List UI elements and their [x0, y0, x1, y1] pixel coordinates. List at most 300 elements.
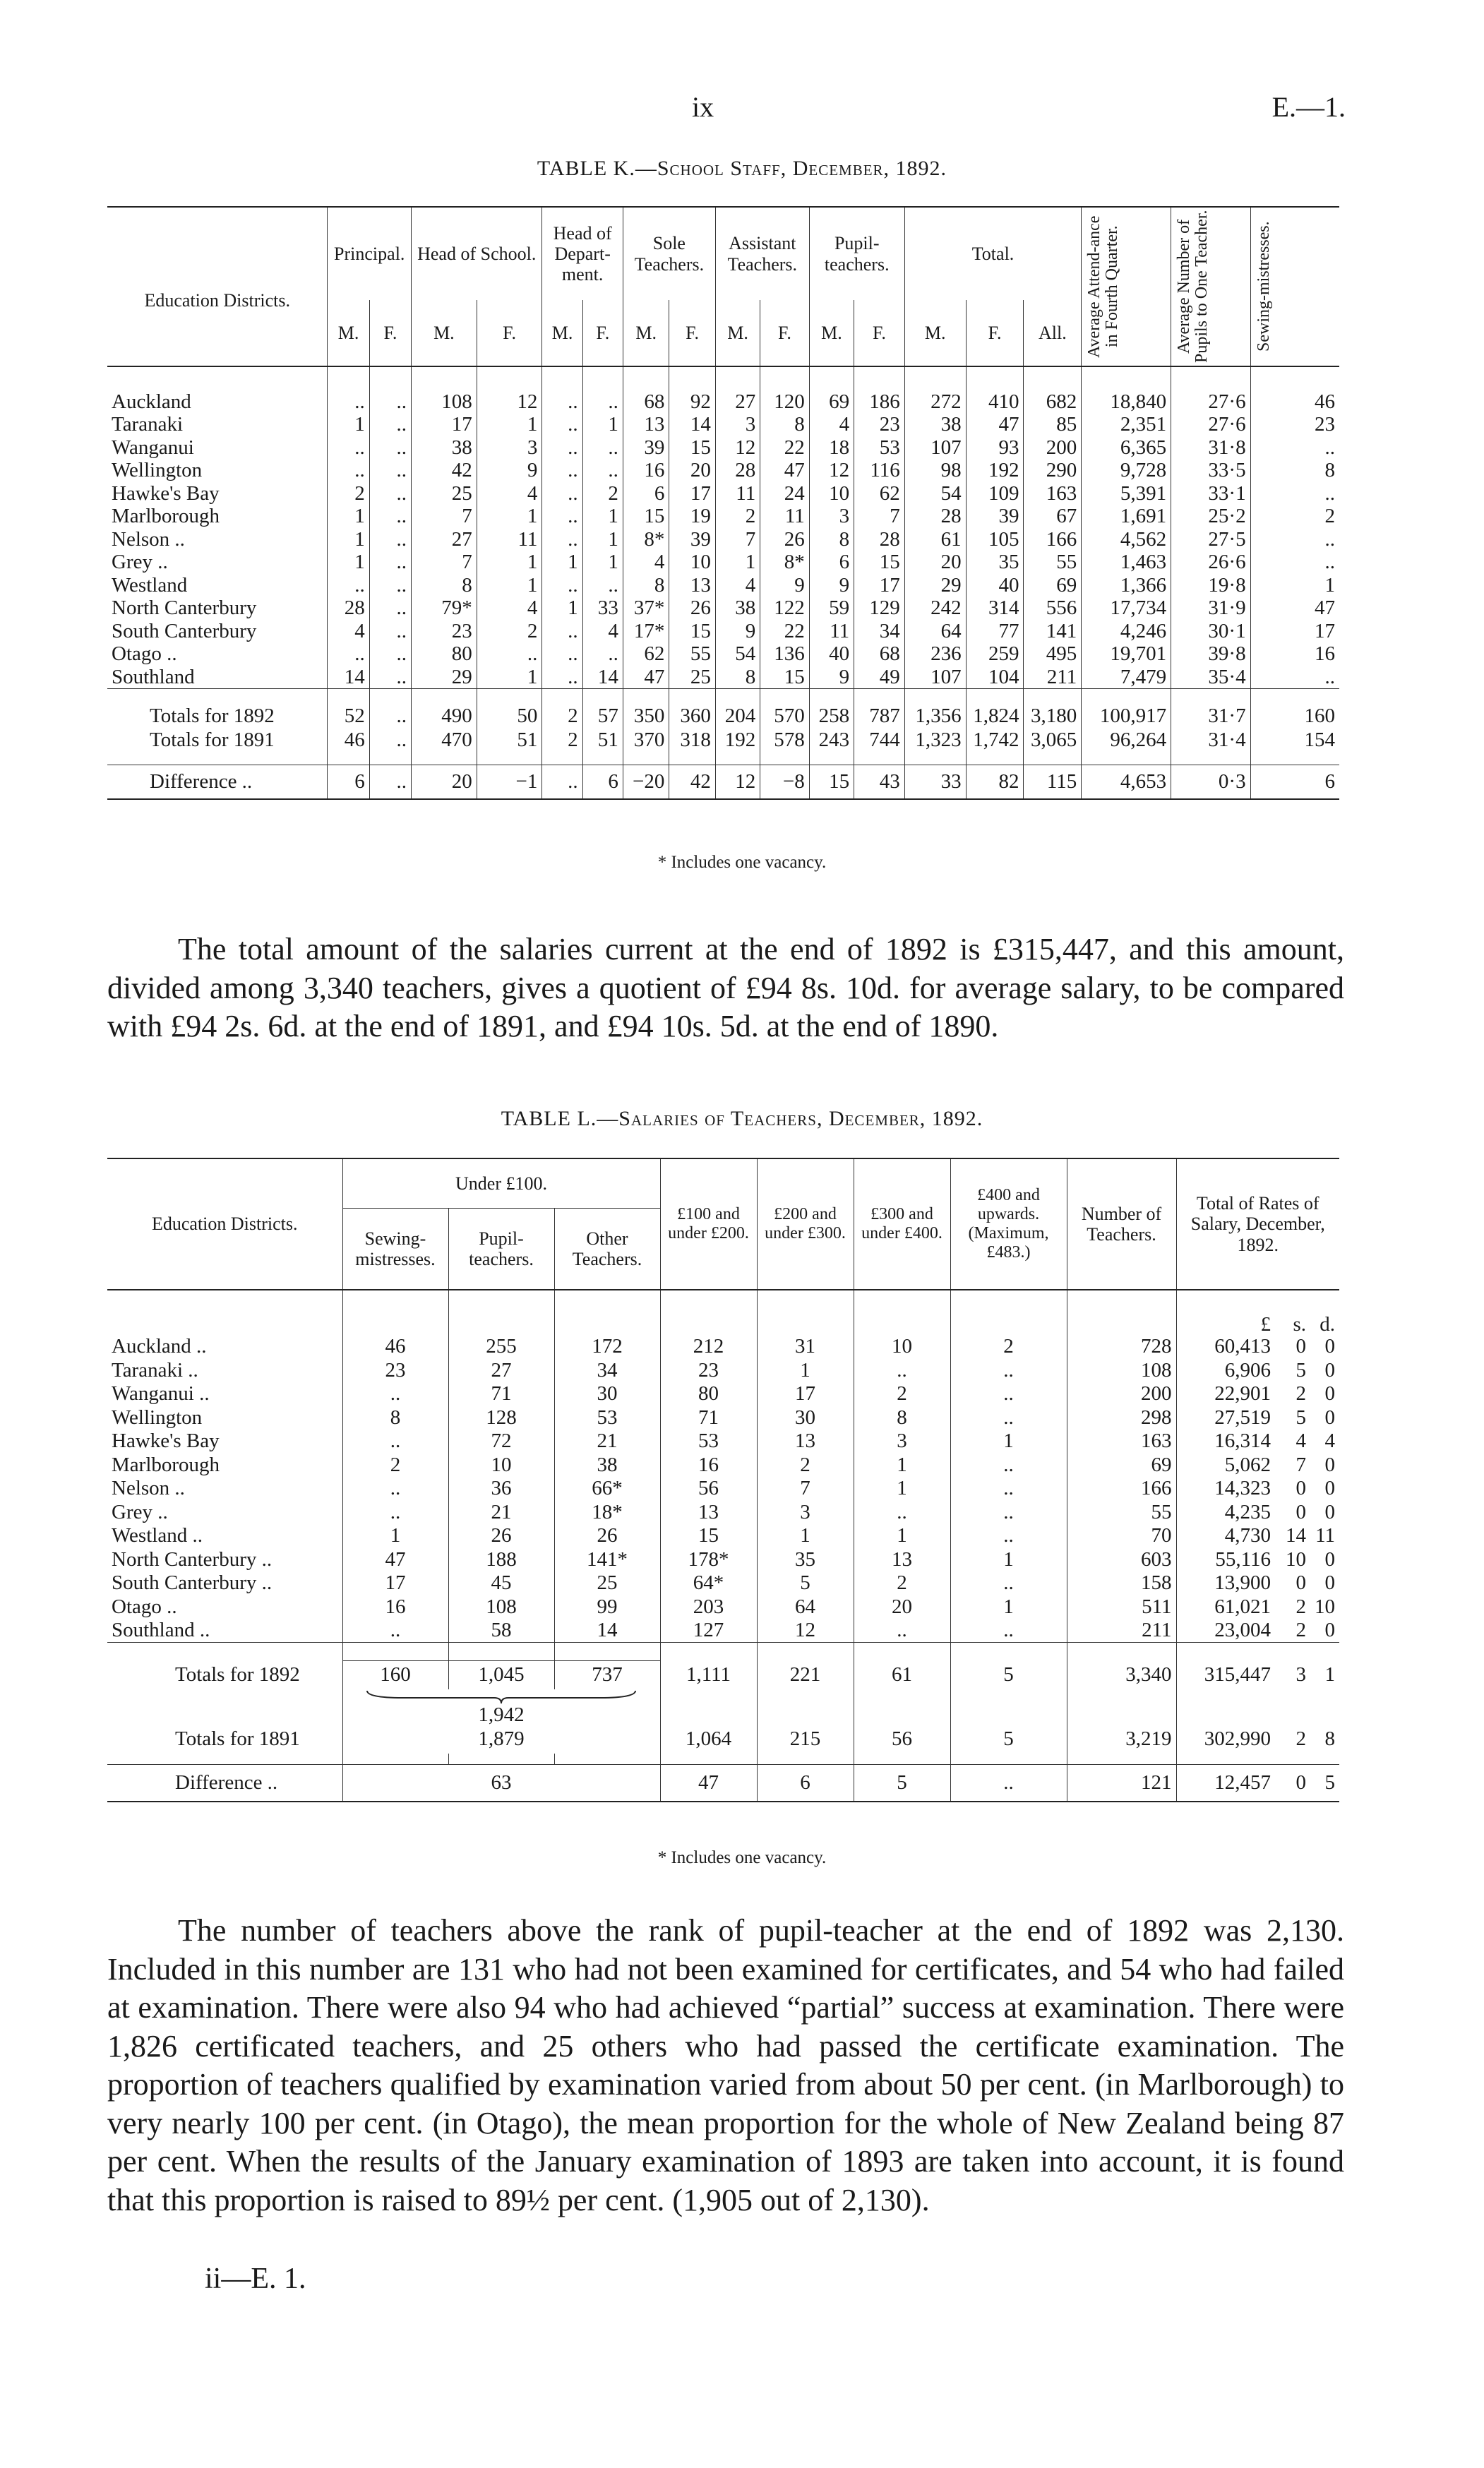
table-k-row-cell: 15: [669, 436, 715, 460]
table-k-row-cell: 68: [623, 390, 669, 414]
table-l-totals-1892-cell: 61: [854, 1661, 950, 1689]
table-k-difference-row-cell: 20: [412, 765, 477, 799]
table-l-row-cell: 128: [448, 1406, 554, 1430]
table-l-row-cell: 2: [1295, 1595, 1306, 1618]
table-k-row-cell: ..: [369, 528, 411, 551]
table-k-totals-row: [107, 729, 1339, 753]
table-k-row-cell: 4: [809, 414, 854, 437]
table-k-row-cell: ..: [1324, 481, 1335, 505]
table-k-row-cell: 19: [669, 505, 715, 529]
table-l-row-cell: 4: [1324, 1430, 1335, 1453]
table-k-spacer: [107, 689, 1339, 705]
table-k-totals-row-cell: ..: [369, 705, 411, 729]
table-k-row-cell: 1: [477, 666, 542, 689]
table-l-row-cell: 16,314: [1214, 1430, 1271, 1453]
table-l-row-cell: 53: [660, 1430, 757, 1454]
table-k-row-cell: ..: [542, 505, 582, 529]
table-l-row-cell: 0: [1295, 1477, 1306, 1500]
table-l-under100-sum-value: 1,942: [478, 1703, 525, 1726]
table-l-row: [107, 1430, 1339, 1454]
table-k-row-cell: 4,246: [1082, 620, 1171, 643]
table-l-totals-1891-cell: 215: [757, 1725, 854, 1754]
table-k-row-cell: 166: [1024, 528, 1082, 551]
table-l-row-cell: 10: [448, 1454, 554, 1478]
table-l-row-cell: 203: [660, 1595, 757, 1619]
table-k-row-cell: 2: [715, 505, 760, 529]
table-k-row-cell: ..: [369, 505, 411, 529]
brace-icon: [360, 1689, 642, 1705]
table-l-row-cell: 0: [1324, 1547, 1335, 1571]
table-k-row-cell: 28: [904, 505, 966, 529]
qualification-paragraph: The number of teachers above the rank of pupil-teacher at the end of 1892 was 2,130. Included in this number are 131 who had not been examined for certificates, and 54 who had failed at examination. There were also 94 who had achieved “partial” success at examination. There were 1,826 certificated teachers, and 25 others who had passed the certificate examination. The proportion of teachers qualified by examination varied from about 50 per cent. (in Marlborough) to very nearly 100 per cent. (in Otago), the mean proportion for the whole of New Zealand being 87 per cent. When the results of the January examination of 1893 are taken into account, it is found that this proportion is raised to 89½ per cent. (1,905 out of 2,130).: [107, 1913, 1344, 2217]
table-l-row-cell: 8: [342, 1406, 448, 1430]
table-k-row-cell: 8: [1324, 459, 1335, 482]
table-k-caption: [0, 157, 1484, 181]
table-k-assistant-header: Assistant Teachers.: [715, 207, 809, 300]
table-k-row-cell: 104: [966, 666, 1024, 689]
table-k-row-cell: 23: [412, 620, 477, 643]
table-k-row-cell: 9: [477, 460, 542, 483]
table-l-100-200-header: £100 and under £200.: [660, 1158, 757, 1290]
table-k-row-cell: 7: [412, 551, 477, 575]
table-l-sewing-header: Sewing-mistresses.: [342, 1208, 448, 1290]
table-l-row-cell: 35: [757, 1548, 854, 1572]
table-k-difference-row-cell: 82: [966, 765, 1024, 799]
table-k-row-cell: 4: [582, 620, 623, 643]
table-k-row-cell: 38: [412, 436, 477, 460]
table-k-row-cell: 33·1: [1171, 482, 1250, 505]
table-k-totals-row-cell: 154: [1304, 729, 1335, 751]
table-l-row-cell: 31: [757, 1335, 854, 1359]
table-k-row-cell: 1: [328, 505, 369, 529]
table-l-row-cell: 108: [448, 1595, 554, 1619]
table-k-row-cell: 33·5: [1171, 460, 1250, 483]
table-k-totals-row-cell: 51: [582, 729, 623, 753]
table-k-row-cell: 16: [1315, 642, 1335, 666]
table-k-row-cell: 15: [669, 620, 715, 643]
table-k-row-cell: ..: [542, 460, 582, 483]
table-l-row-label: Nelson ..: [107, 1477, 342, 1501]
table-k-row-cell: 495: [1024, 643, 1082, 666]
table-l-row-cell: 127: [660, 1619, 757, 1643]
table-k-row-cell: 11: [809, 620, 854, 643]
table-k-row-cell: 53: [854, 436, 905, 460]
table-l-row-cell: 2: [854, 1382, 950, 1406]
table-l-row-cell: 69: [1067, 1454, 1176, 1478]
table-k-row-cell: 37*: [623, 597, 669, 621]
table-l-row-cell: ..: [342, 1430, 448, 1454]
table-k-row-cell: 8: [412, 574, 477, 597]
table-l-spacer: [107, 1754, 1339, 1765]
table-k-difference-row-label: Difference ..: [107, 765, 328, 799]
table-k-row-cell: 38: [904, 414, 966, 437]
table-k-sewing-mistresses-header: Sewing-mistresses.: [1254, 221, 1273, 352]
table-l-row-cell: 2: [342, 1454, 448, 1478]
table-l-row-cell: 5,062: [1224, 1453, 1271, 1476]
table-k-row-cell: 38: [715, 597, 760, 621]
table-k-sub-f-header: F.: [477, 300, 542, 366]
table-l-row-cell: 2: [1295, 1382, 1306, 1406]
table-k-row-cell: 39: [623, 436, 669, 460]
table-k-difference-row-cell: 6: [328, 765, 369, 799]
table-l-difference-cell: 0: [1295, 1771, 1306, 1794]
table-k-row-cell: 1: [477, 574, 542, 597]
table-k-sub-f-header: F.: [369, 300, 411, 366]
table-k-totals-row-cell: 192: [715, 729, 760, 753]
table-l-row-label: Taranaki ..: [107, 1359, 342, 1383]
table-k-row-cell: ..: [369, 390, 411, 414]
table-k-row-cell: 11: [477, 528, 542, 551]
table-l-row-cell: 298: [1067, 1406, 1176, 1430]
table-k-row-cell: 54: [904, 482, 966, 505]
table-l-row-cell: ..: [950, 1619, 1067, 1643]
table-l-row-cell: 0: [1324, 1500, 1335, 1523]
table-l-totals-1892-cell: 221: [757, 1661, 854, 1689]
table-l-row-cell: 72: [448, 1430, 554, 1454]
table-k-row-cell: 29: [904, 574, 966, 597]
table-k-row-cell: 2: [1324, 505, 1335, 528]
table-k-row-cell: 186: [854, 390, 905, 414]
table-k-row-cell: 4: [328, 620, 369, 643]
table-l-row: [107, 1477, 1339, 1501]
table-l-row-cell: 10: [854, 1335, 950, 1359]
table-k-row-cell: ..: [542, 528, 582, 551]
table-l-row-label: North Canterbury ..: [107, 1548, 342, 1572]
table-l-totals-1891-cell: 56: [854, 1725, 950, 1754]
table-l-row-cell: 66*: [554, 1477, 660, 1501]
table-k-totals-row-cell: 1,356: [904, 705, 966, 729]
table-l-row-cell: 5: [1295, 1358, 1306, 1382]
table-k-row-cell: 136: [760, 643, 810, 666]
table-k-principal-header: Principal.: [328, 207, 412, 300]
table-l-row-cell: 2: [757, 1454, 854, 1478]
table-l-row-cell: 5: [757, 1571, 854, 1595]
table-k-row-cell: 1: [582, 528, 623, 551]
table-k-caption-label: TABLE K.—: [537, 157, 657, 180]
table-l-totals-1891-cell: 3,219: [1067, 1725, 1176, 1754]
lsd-pence-label: d.: [1320, 1313, 1335, 1336]
lsd-shilling-label: s.: [1293, 1313, 1306, 1336]
table-k-row-cell: 410: [966, 390, 1024, 414]
table-l-row-cell: 23: [342, 1359, 448, 1383]
table-k-row-cell: 49: [854, 666, 905, 689]
table-l-row: [107, 1595, 1339, 1619]
table-k-row-cell: 14: [328, 666, 369, 689]
table-l-row-cell: 17: [342, 1571, 448, 1595]
table-k-row-cell: 10: [669, 551, 715, 575]
table-l-row-cell: 1: [950, 1595, 1067, 1619]
table-k-row: [107, 436, 1339, 460]
table-k-totals-row-cell: 1,742: [966, 729, 1024, 753]
table-k-row-cell: 47: [760, 460, 810, 483]
table-l-totals-1892-cell: 3: [1295, 1663, 1306, 1686]
table-k-row-cell: 2,351: [1082, 414, 1171, 437]
table-l-row: [107, 1454, 1339, 1478]
table-l-row-label: Westland ..: [107, 1524, 342, 1548]
table-l-totals-1892-cell: 1,111: [660, 1661, 757, 1689]
table-l-totals-1892-cell: 5: [950, 1661, 1067, 1689]
table-k-row-cell: 1: [582, 414, 623, 437]
table-l-row: [107, 1335, 1339, 1359]
table-l-row-cell: 2: [950, 1335, 1067, 1359]
table-l-difference-label: Difference ..: [107, 1765, 342, 1802]
table-l-row-label: Wellington: [107, 1406, 342, 1430]
table-k-row-cell: ..: [582, 574, 623, 597]
table-k-row-cell: 3: [715, 414, 760, 437]
table-k-totals-row-cell: 318: [669, 729, 715, 753]
table-k-row: [107, 390, 1339, 414]
table-k-totals-row-cell: 31·7: [1171, 705, 1250, 729]
table-k-row-label: South Canterbury: [107, 620, 328, 643]
table-l-row-cell: 60,413: [1214, 1335, 1271, 1358]
table-k-row-cell: 105: [966, 528, 1024, 551]
table-k-row-cell: 9,728: [1082, 460, 1171, 483]
table-l-caption-label: TABLE L.—: [501, 1107, 619, 1130]
table-l-difference-cell: 5: [1324, 1771, 1335, 1794]
table-l-400-up-header: £400 and upwards. (Maximum, £483.): [950, 1158, 1067, 1290]
table-l-200-300-header: £200 and under £300.: [757, 1158, 854, 1290]
table-k-row-cell: ..: [369, 643, 411, 666]
table-k-row: [107, 597, 1339, 621]
table-k-row-label: North Canterbury: [107, 597, 328, 621]
table-k-sub-m-header: M.: [623, 300, 669, 366]
table-k-row-cell: 272: [904, 390, 966, 414]
table-k-attendance-header: Average Attend-ance in Fourth Quarter.: [1085, 215, 1122, 358]
table-k-row-cell: 98: [904, 460, 966, 483]
table-k-row-cell: ..: [369, 574, 411, 597]
table-l-row-cell: 1: [950, 1430, 1067, 1454]
table-k-row-cell: 6: [623, 482, 669, 505]
table-k-row-cell: 62: [623, 643, 669, 666]
table-k-row-label: Nelson ..: [107, 528, 328, 551]
table-k-totals-row-cell: 490: [412, 705, 477, 729]
table-k-row-cell: 24: [760, 482, 810, 505]
table-k-row-cell: 4: [623, 551, 669, 575]
table-k-sub-m-header: M.: [715, 300, 760, 366]
table-k-row-cell: 23: [1315, 413, 1335, 436]
table-k-row-cell: 200: [1024, 436, 1082, 460]
table-k-row-cell: 27·6: [1171, 390, 1250, 414]
table-k-row-cell: 15: [760, 666, 810, 689]
table-l-row-cell: 172: [554, 1335, 660, 1359]
table-l-row-cell: 2: [1295, 1619, 1306, 1641]
table-k-row-cell: ..: [542, 414, 582, 437]
table-l-row-cell: ..: [342, 1477, 448, 1501]
table-k-row-cell: 1: [582, 505, 623, 529]
table-k-totals-row-cell: 160: [1304, 705, 1335, 727]
table-k-row: [107, 528, 1339, 551]
table-k-pupil-teachers-header: Pupil-teachers.: [809, 207, 904, 300]
table-k-totals-row-cell: 370: [623, 729, 669, 753]
table-l-row-cell: 188: [448, 1548, 554, 1572]
table-l-row-cell: 16: [660, 1454, 757, 1478]
table-k-row: [107, 505, 1339, 529]
table-l-row-cell: 56: [660, 1477, 757, 1501]
table-k-row-cell: ..: [542, 620, 582, 643]
table-k-totals-row-cell: 258: [809, 705, 854, 729]
table-k-row-cell: 17: [1315, 619, 1335, 642]
table-k-row-cell: 7: [854, 505, 905, 529]
table-k-row-cell: 12: [809, 460, 854, 483]
table-l-row: [107, 1524, 1339, 1548]
table-k-row-cell: ..: [328, 390, 369, 414]
table-k-row-cell: ..: [582, 643, 623, 666]
table-l-row-cell: 1: [342, 1524, 448, 1548]
table-k-row-cell: 35: [966, 551, 1024, 575]
table-l-row-cell: 0: [1324, 1335, 1335, 1358]
table-k-row-cell: 8: [623, 574, 669, 597]
table-k-row-cell: 1: [477, 551, 542, 575]
table-k-row: [107, 460, 1339, 483]
table-k-totals-row-cell: 31·4: [1171, 729, 1250, 753]
table-l-row-cell: ..: [342, 1619, 448, 1643]
table-k-row: [107, 666, 1339, 689]
table-l-row-cell: 99: [554, 1595, 660, 1619]
table-k-totals-row-cell: 470: [412, 729, 477, 753]
table-l-row-cell: 4,730: [1224, 1524, 1271, 1547]
table-k-row-cell: 1: [477, 505, 542, 529]
table-l-difference-cell: 6: [757, 1765, 854, 1802]
table-k-sub-m-header: M.: [904, 300, 966, 366]
table-k-row-cell: 62: [854, 482, 905, 505]
table-l-row-label: Southland ..: [107, 1619, 342, 1643]
table-l-row-cell: 14: [554, 1619, 660, 1643]
table-k-sub-f-header: F.: [582, 300, 623, 366]
table-k-difference-row-cell: 43: [854, 765, 905, 799]
table-k-row-cell: 17: [669, 482, 715, 505]
table-k-difference-row-cell: 33: [904, 765, 966, 799]
table-k-difference-row-cell: 4,653: [1082, 765, 1171, 799]
table-k-row: [107, 414, 1339, 437]
table-k-row-cell: 1,463: [1082, 551, 1171, 575]
table-l-row-cell: 16: [342, 1595, 448, 1619]
table-l-row-label: Auckland ..: [107, 1335, 342, 1359]
table-k-head-department-header: Head of Depart-ment.: [542, 207, 623, 300]
table-k-totals-row-cell: 2: [542, 729, 582, 753]
table-l-row-cell: 0: [1295, 1335, 1306, 1358]
table-k-row-label: Grey ..: [107, 551, 328, 575]
table-l-totals-1891-row: [107, 1725, 1339, 1754]
table-k-row-cell: 85: [1024, 414, 1082, 437]
table-k-row-cell: 7,479: [1082, 666, 1171, 689]
table-k-row-cell: 556: [1024, 597, 1082, 621]
table-k-totals-row-cell: ..: [369, 729, 411, 753]
table-k-sub-m-header: M.: [809, 300, 854, 366]
table-l-salary-total-header: Total of Rates of Salary, December, 1892.: [1190, 1193, 1325, 1255]
table-k-row-cell: 9: [760, 574, 810, 597]
table-k-row-cell: ..: [1324, 527, 1335, 551]
table-l-row-cell: 13: [660, 1501, 757, 1525]
table-l-row-cell: 10: [1315, 1595, 1335, 1618]
table-l-row-cell: 0: [1295, 1500, 1306, 1523]
table-l-row-cell: 61,021: [1214, 1595, 1271, 1618]
table-l-row-cell: 11: [1315, 1524, 1335, 1547]
table-k-row-cell: 39: [966, 505, 1024, 529]
table-k-totals-row-cell: 570: [760, 705, 810, 729]
table-l-row: [107, 1501, 1339, 1525]
table-l-totals-1892-row: [107, 1661, 1339, 1689]
table-k-row-cell: 55: [1024, 551, 1082, 575]
table-k-row-label: Hawke's Bay: [107, 482, 328, 505]
table-k-row-cell: 682: [1024, 390, 1082, 414]
table-l-row-cell: 0: [1324, 1619, 1335, 1641]
table-k-totals-row-cell: 360: [669, 705, 715, 729]
table-k-row-cell: 10: [809, 482, 854, 505]
table-l-row-cell: 1: [854, 1524, 950, 1548]
table-k-difference-row: [107, 765, 1339, 799]
table-k-totals-row-cell: 578: [760, 729, 810, 753]
table-k-row-cell: 16: [623, 460, 669, 483]
table-k-row-cell: 163: [1024, 482, 1082, 505]
table-k-row-label: Westland: [107, 574, 328, 597]
table-k-difference-row-cell: 12: [715, 765, 760, 799]
table-l-row-cell: 728: [1067, 1335, 1176, 1359]
table-k-row-cell: ..: [369, 620, 411, 643]
table-k-difference-row-cell: ..: [542, 765, 582, 799]
table-k-sub-f-header: F.: [669, 300, 715, 366]
table-k-head-school-header: Head of School.: [412, 207, 542, 300]
table-k-difference-row-cell: −8: [760, 765, 810, 799]
table-l-totals-1891-cell: 2: [1295, 1727, 1306, 1750]
table-k-totals-row-cell: 1,323: [904, 729, 966, 753]
table-l-row-cell: 0: [1324, 1571, 1335, 1595]
table-k-row-cell: 122: [760, 597, 810, 621]
table-l-row-cell: 1: [757, 1359, 854, 1383]
table-l-row-cell: 80: [660, 1382, 757, 1406]
table-k-row-cell: 77: [966, 620, 1024, 643]
table-l-row-label: Grey ..: [107, 1501, 342, 1525]
table-k-row-cell: 1: [477, 414, 542, 437]
table-k-difference-row-cell: 6: [1324, 769, 1335, 793]
table-l-row-cell: 0: [1324, 1406, 1335, 1429]
table-l-row-cell: 71: [660, 1406, 757, 1430]
table-l-row-cell: 1: [950, 1548, 1067, 1572]
table-k-row-cell: 8: [760, 414, 810, 437]
table-k-totals-row-cell: 1,824: [966, 705, 1024, 729]
table-k-footnote: * Includes one vacancy.: [657, 853, 827, 872]
table-k-row-cell: 17,734: [1082, 597, 1171, 621]
table-l-row: [107, 1619, 1339, 1643]
table-k-row-cell: 64: [904, 620, 966, 643]
table-l-row-cell: 1: [757, 1524, 854, 1548]
table-k-row-cell: 54: [715, 643, 760, 666]
table-k-totals-row-cell: 100,917: [1082, 705, 1171, 729]
table-k-row-cell: 1: [715, 551, 760, 575]
table-l-row-cell: 13: [854, 1548, 950, 1572]
table-k-difference-row-cell: 0·3: [1171, 765, 1250, 799]
table-k-row-cell: ..: [369, 460, 411, 483]
table-l-row-cell: 0: [1324, 1453, 1335, 1476]
table-l-totals-1892-cell: 3,340: [1067, 1661, 1176, 1689]
table-l-row-cell: 46: [342, 1335, 448, 1359]
table-k-row-cell: 39: [669, 528, 715, 551]
table-l-totals-1891-label: Totals for 1891: [107, 1725, 342, 1754]
table-l-row-cell: ..: [950, 1359, 1067, 1383]
table-k-row-cell: 47: [1315, 597, 1335, 620]
table-k-row-label: Wellington: [107, 460, 328, 483]
table-k-row-cell: 22: [760, 620, 810, 643]
teacher-salaries-table: [107, 1158, 1339, 1802]
table-k-sub-f-header: F.: [854, 300, 905, 366]
table-l-row-cell: 38: [554, 1454, 660, 1478]
table-l-row-cell: 603: [1067, 1548, 1176, 1572]
table-k-sub-f-header: F.: [760, 300, 810, 366]
table-k-row-cell: 107: [904, 436, 966, 460]
table-k-row-cell: 290: [1024, 460, 1082, 483]
table-k-totals-row-cell: 787: [854, 705, 905, 729]
table-k-row-cell: ..: [328, 643, 369, 666]
table-k-row-cell: 4: [477, 597, 542, 621]
